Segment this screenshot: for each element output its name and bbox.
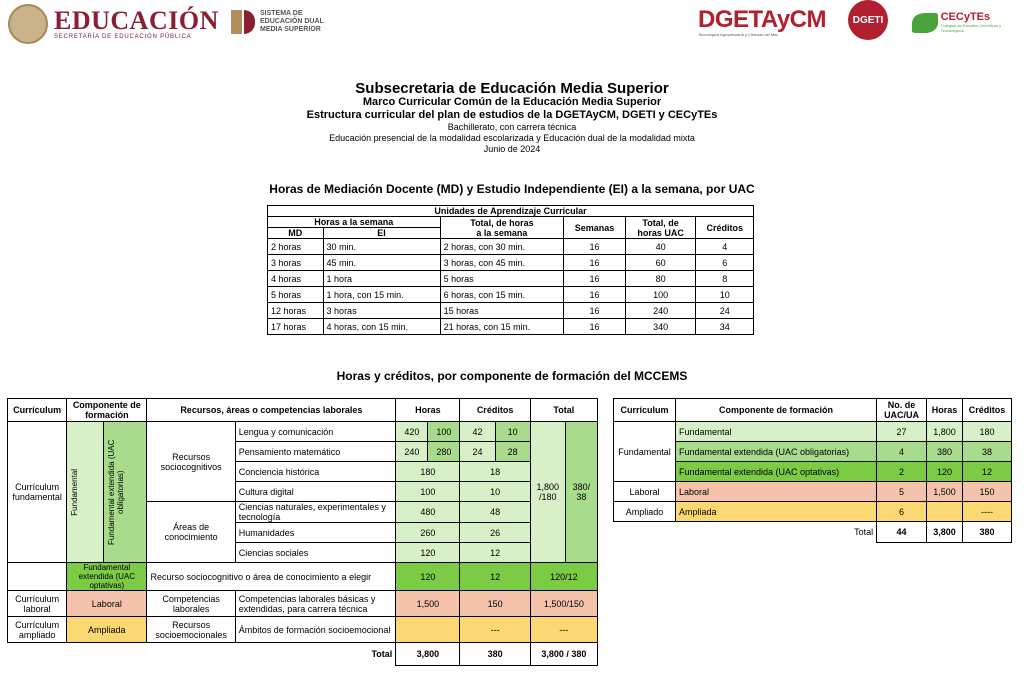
t2-optativas-total: 120/12 [530,563,597,591]
t2-rec-socioem: Recursos socioemocionales [147,617,235,643]
t3-uac: 4 [877,442,927,462]
t1-total-uac: 80 [625,271,696,287]
t1-md: 5 horas [268,287,324,303]
educacion-logo [8,4,219,44]
t2-rec-ambitos: Ámbitos de formación socioemocional [235,617,396,643]
cecytes-logo [912,12,1024,33]
t3-total-horas: 3,800 [927,522,963,543]
t2-ciencias-soc-cred: 12 [460,543,530,563]
t1-total-uac: 60 [625,255,696,271]
dual-text-3: MEDIA SUPERIOR [260,26,321,33]
t2-humanidades-cred: 26 [460,523,530,543]
t1-md: 4 horas [268,271,324,287]
cecy-title: CECyTEs [940,11,991,23]
t1-h-total-uac: Total, de horas UAC [625,217,696,239]
t2-rec-areas: Áreas de conocimiento [147,502,235,563]
t1-md: 12 horas [268,303,324,319]
t1-total-uac: 340 [625,319,696,335]
t3-uac: 2 [877,462,927,482]
t2-r-humanidades: Humanidades [235,523,396,543]
dual-logo [231,10,324,34]
t2-h-total: Total [530,399,597,422]
t1-h-semanas: Semanas [564,217,626,239]
t2-r-cultura: Cultura digital [235,482,396,502]
t1-md: 3 horas [268,255,324,271]
t2-comp-ampliada: Ampliada [67,617,147,643]
t2-r-ciencias-soc: Ciencias sociales [235,543,396,563]
t1-caption: Unidades de Aprendizaje Curricular [268,206,754,217]
t2-total-horas: 3,800 [396,643,460,666]
t1-ei: 1 hora, con 15 min. [323,287,440,303]
t3-creditos: 180 [963,422,1012,442]
t1-creditos: 34 [696,319,754,335]
t1-ei: 45 min. [323,255,440,271]
section-2-title: Horas y créditos, por componente de formación del MCCEMS [336,369,688,383]
dual-mark-icon [231,10,255,34]
t1-total: 6 horas, con 15 min. [440,287,564,303]
edu-subtitle: SECRETARÍA DE EDUCACIÓN PÚBLICA [54,34,192,40]
t1-creditos: 24 [696,303,754,319]
dgeta-subtitle: Tecnológica Agropecuaria y Ciencias del Mar [698,32,778,37]
doc-subtitle-3: Bachillerato, con carrera técnica [447,122,577,132]
t1-ei: 4 horas, con 15 min. [323,319,440,335]
t3-horas: 1,800 [927,422,963,442]
t1-creditos: 10 [696,287,754,303]
table-row [614,502,1012,522]
section-1-title: Horas de Mediación Docente (MD) y Estudio Independiente (EI) a la semana, por UAC [269,182,755,196]
t1-semanas: 16 [564,255,626,271]
t2-rec-socio: Recursos sociocognitivos [147,422,235,502]
t3-uac: 27 [877,422,927,442]
t2-lengua-horas-b: 100 [428,422,460,442]
t1-ei: 30 min. [323,239,440,255]
t2-optativas-label: Fundamental extendida (UAC optativas) [67,563,147,591]
doc-subtitle-4: Educación presencial de la modalidad escolarizada y Educación dual de la modalidad mixta [329,133,695,143]
t1-h-md: MD [268,228,324,239]
dgeta-logo [698,8,826,37]
t1-total: 21 horas, con 15 min. [440,319,564,335]
t3-horas: 120 [927,462,963,482]
t2-comp-extendida: Fundamental extendida (UAC obligatorias) [104,422,147,563]
t3-uac: 5 [877,482,927,502]
dgeta-title: DGETAyCM [698,6,826,33]
table-row [614,422,1012,442]
t2-optativas-rec: Recurso sociocognitivo o área de conocimiento a elegir [147,563,396,591]
t2-laboral-horas: 1,500 [396,591,460,617]
t2-total-fund-b: 380/ 38 [565,422,597,563]
t3-creditos: ---- [963,502,1012,522]
table-row [268,239,754,255]
table-row [614,482,1012,502]
t3-fundamental: Fundamental [614,422,676,482]
t2-pensamiento-horas-b: 280 [428,442,460,462]
doc-subtitle-2: Estructura curricular del plan de estudios de la DGETAyCM, DGETI y CECyTEs [306,109,718,121]
edu-title: EDUCACIÓN [54,6,219,35]
t3-h-creditos: Créditos [963,399,1012,422]
t2-laboral-total: 1,500/150 [530,591,597,617]
t2-ciencias-nat-cred: 48 [460,502,530,523]
t1-total: 2 horas, con 30 min. [440,239,564,255]
t3-creditos: 150 [963,482,1012,502]
t2-ciencias-soc-horas: 120 [396,543,460,563]
t2-ampliado-horas [396,617,460,643]
t2-pensamiento-cred-b: 28 [495,442,530,462]
t3-total-label: Total [614,522,877,543]
t2-total-label: Total [8,643,396,666]
mexico-seal-icon [8,4,48,44]
t2-r-ciencias-nat: Ciencias naturales, experimentales y tecnología [235,502,396,523]
t2-laboral-cred: 150 [460,591,530,617]
t3-horas [927,502,963,522]
table-row [268,287,754,303]
t1-creditos: 4 [696,239,754,255]
t2-pensamiento-horas-a: 240 [396,442,428,462]
t1-semanas: 16 [564,271,626,287]
t2-optativas-horas: 120 [396,563,460,591]
t2-total-cred: 380 [460,643,530,666]
dual-text-1: SISTEMA DE [260,10,303,17]
t2-ciencias-nat-horas: 480 [396,502,460,523]
table-row [268,271,754,287]
t3-horas: 380 [927,442,963,462]
t1-h-creditos: Créditos [696,217,754,239]
t1-semanas: 16 [564,239,626,255]
t1-semanas: 16 [564,303,626,319]
table-row [268,255,754,271]
t3-h-curriculum: Currículum [614,399,676,422]
t1-h-total: Total, de horas a la semana [440,217,564,239]
t3-comp: Laboral [675,482,876,502]
t1-total: 5 horas [440,271,564,287]
t1-total-uac: 240 [625,303,696,319]
t1-md: 2 horas [268,239,324,255]
t2-lengua-cred-a: 42 [460,422,495,442]
t3-creditos: 12 [963,462,1012,482]
t2-conciencia-horas: 180 [396,462,460,482]
t1-h-ei: EI [323,228,440,239]
t1-total-uac: 40 [625,239,696,255]
t2-lengua-horas-a: 420 [396,422,428,442]
t2-rec-comp-lab-desc: Competencias laborales básicas y extendidas, para carrera técnica [235,591,396,617]
t3-comp: Ampliada [675,502,876,522]
t2-h-creditos: Créditos [460,399,530,422]
cecytes-leaf-icon [912,13,938,33]
t2-lengua-cred-b: 10 [495,422,530,442]
t2-conciencia-cred: 18 [460,462,530,482]
t1-semanas: 16 [564,287,626,303]
t3-uac: 6 [877,502,927,522]
t2-r-pensamiento: Pensamiento matemático [235,442,396,462]
t2-total-total: 3,800 / 380 [530,643,597,666]
curriculum-summary-table [613,398,1012,543]
t2-ampliado-total: --- [530,617,597,643]
t2-cur-laboral: Currículum laboral [8,591,67,617]
t2-cur-fundamental: Currículum fundamental [8,422,67,563]
t3-ampliado: Ampliado [614,502,676,522]
t1-ei: 3 horas [323,303,440,319]
t3-horas: 1,500 [927,482,963,502]
t2-humanidades-horas: 260 [396,523,460,543]
doc-title: Subsecretaria de Educación Media Superior [355,80,669,97]
t1-creditos: 6 [696,255,754,271]
t2-comp-laboral: Laboral [67,591,147,617]
t2-cultura-cred: 10 [460,482,530,502]
t2-comp-fundamental: Fundamental [67,422,104,563]
t3-h-horas: Horas [927,399,963,422]
t1-md: 17 horas [268,319,324,335]
t2-h-componente: Componente de formación [67,399,147,422]
t2-total-fund-a: 1,800 /180 [530,422,565,563]
t1-semanas: 16 [564,319,626,335]
t2-cultura-horas: 100 [396,482,460,502]
t3-total-creditos: 380 [963,522,1012,543]
table-row [268,303,754,319]
t1-total: 3 horas, con 45 min. [440,255,564,271]
cecy-subtitle: Colegios de Estudios Científicos y Tecnológicos [940,23,1002,33]
t2-h-curriculum: Currículum [8,399,67,422]
mccems-component-table [7,398,598,666]
t3-creditos: 38 [963,442,1012,462]
t3-comp: Fundamental [675,422,876,442]
t2-h-horas: Horas [396,399,460,422]
t2-r-conciencia: Conciencia histórica [235,462,396,482]
t3-h-componente: Componente de formación [675,399,876,422]
t1-h-horas-semana: Horas a la semana [268,217,441,228]
t1-creditos: 8 [696,271,754,287]
t3-laboral: Laboral [614,482,676,502]
t1-total: 15 horas [440,303,564,319]
dgeti-logo: DGETI [848,0,888,40]
dual-text-2: EDUCACIÓN DUAL [260,18,324,25]
t3-comp: Fundamental extendida (UAC obligatorias) [675,442,876,462]
t3-total-uac: 44 [877,522,927,543]
t2-pensamiento-cred-a: 24 [460,442,495,462]
t3-comp: Fundamental extendida (UAC optativas) [675,462,876,482]
t3-h-uac: No. de UAC/UA [877,399,927,422]
t2-cur-ampliado: Currículum ampliado [8,617,67,643]
doc-date: Junio de 2024 [483,144,541,154]
t2-h-recursos: Recursos, áreas o competencias laborales [147,399,396,422]
t2-rec-comp-lab: Competencias laborales [147,591,235,617]
table-row [268,319,754,335]
doc-subtitle-1: Marco Curricular Común de la Educación Media Superior [362,96,662,108]
t2-ampliado-cred: --- [460,617,530,643]
t2-r-lengua: Lengua y comunicación [235,422,396,442]
t2-optativas-cred: 12 [460,563,530,591]
uac-hours-table [267,205,754,335]
t1-ei: 1 hora [323,271,440,287]
t1-total-uac: 100 [625,287,696,303]
